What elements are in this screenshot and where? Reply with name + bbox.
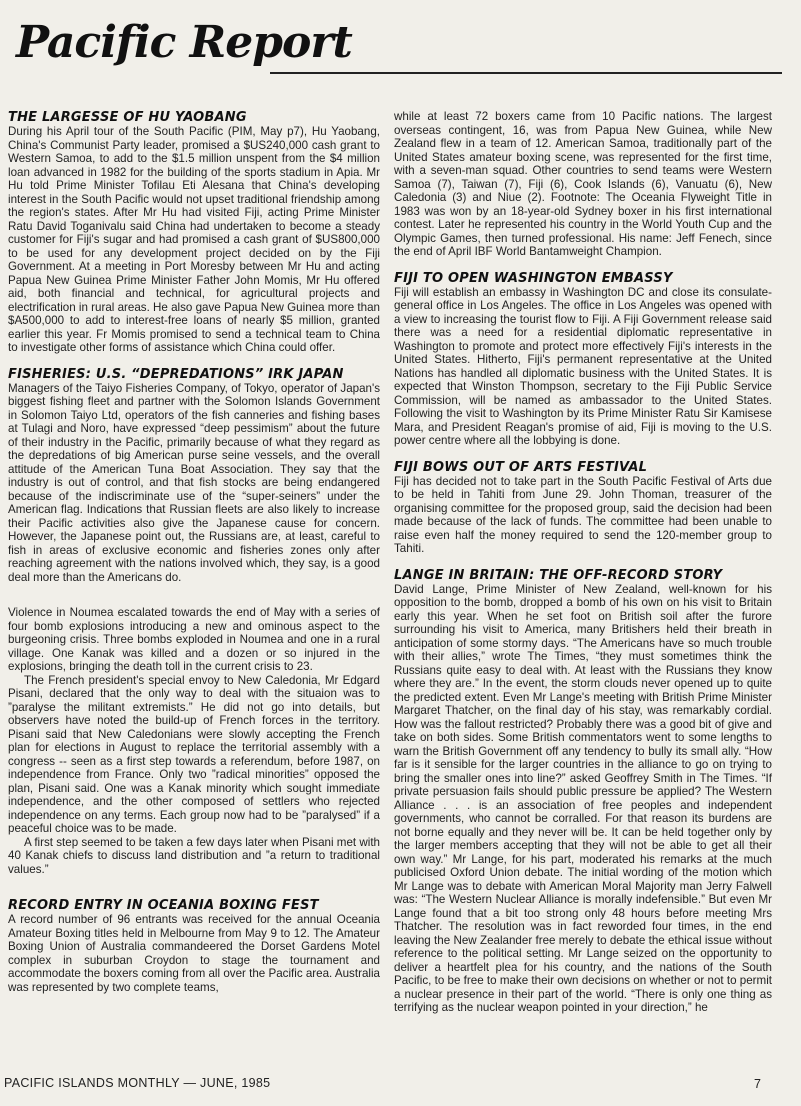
story-festival <box>394 460 772 556</box>
body-embassy: Fiji will establish an embassy in Washington DC and close its consulate-general office in Los Angeles. The office in Los Angeles was opened with a view to increasing the tourist flow to Fiji. A Fiji Government release said there was a need for a residential diplomatic representative in Washington to promote and protect more effectively Fiji's interests in the United States. Hitherto, Fiji's permanent representative at the United Nations has handled all diplomatic business with the United States. It is expected that Winston Thompson, secretary to the Fiji Public Service Commission, will be named as ambassador to the United States. Following the visit to Washington by its Prime Minister Ratu Sir Kamisese Mara, and President Reagan's promise of aid, Fiji is moving to the U.S. power centre where all the lobbying is done. <box>394 285 772 447</box>
masthead-title: Pacific Report <box>16 17 352 68</box>
footer-page-number: 7 <box>754 1077 761 1091</box>
headline-hu-yaobang: THE LARGESSE OF HU YAOBANG <box>8 110 247 125</box>
footer-publication: PACIFIC ISLANDS MONTHLY — JUNE, 1985 <box>4 1076 271 1090</box>
body-noumea-p1: Violence in Noumea escalated towards the end of May with a series of four bomb explosions introducing a new and ominous aspect to the burgeoning crisis. Three bombs exploded in Noumea and one in a rural village. One Kanak was killed and a dozen or so injured in the explosions, bringing the death toll in the current crisis to 23. <box>8 606 380 673</box>
story-boxing-continued <box>394 110 772 259</box>
right-column <box>394 110 772 1056</box>
masthead <box>12 14 772 76</box>
story-embassy <box>394 271 772 448</box>
body-boxing-continued: while at least 72 boxers came from 10 Pacific nations. The largest overseas contingent, 16, was from Papua New Guinea, while New Zealand flew in a team of 12. American Samoa, traditionally part of the United States amateur boxing scene, was represented for the first time, with a seven-man squad. Other countries to send teams were Western Samoa (7), Taiwan (7), Fiji (6), Cook Islands (6), Vanuatu (6), New Caledonia (3) and Niue (2). Footnote: The Oceania Flyweight Title in 1983 was won by an 18-year-old Sydney boxer in his first international contest. Later he represented his country in the World Youth Cup and the Olympic Games, then turned professional. His name: Jeff Fenech, since the end of April IBF World Bantamweight Champion. <box>394 110 772 258</box>
masthead-rule <box>270 72 782 74</box>
body-noumea-p3: A first step seemed to be taken a few days later when Pisani met with 40 Kanak chiefs to discuss land distribution and ”a return to traditional values.” <box>8 835 380 876</box>
body-hu-yaobang: During his April tour of the South Pacific (PIM, May p7), Hu Yaobang, China's Communist Party leader, promised a $US240,000 cash grant to Western Samoa, to add to the $1.5 million unspent from the $4 million loan advanced in 1982 for the building of the sports stadium in Apia. Mr Hu told Prime Minister Tofilau Eti Alesana that China's developing interest in the South Pacific would not upset traditional friendship among the region's states. After Mr Hu had visited Fiji, acting Prime Minister Ratu David Toganivalu said China had undertaken to become a steady customer for Fiji's sugar and had promised a cash grant of $US800,000 to be used for any development project decided on by the Fiji Government. At a meeting in Port Moresby between Mr Hu and acting Papua New Guinea Prime Minister Father John Momis, Mr Hu offered aid, both financial and technical, for agricultural projects and electrification in rural areas. He also gave Papua New Guinea more than $A500,000 to add to interest-free loans of nearly $5 million, granted earlier this year. Fr Momis promised to send a technical team to China to investigate other forms of assistance which China could offer. <box>8 125 380 354</box>
headline-fisheries: FISHERIES: U.S. “DEPREDATIONS” IRK JAPAN <box>8 366 344 382</box>
story-hu-yaobang <box>8 110 380 355</box>
headline-festival: FIJI BOWS OUT OF ARTS FESTIVAL <box>394 459 648 475</box>
body-festival: Fiji has decided not to take part in the South Pacific Festival of Arts due to be held in Tahiti from June 29. John Thoman, treasurer of the organising committee for the proposed group, said the decision had been made because of the lack of funds. The committee had been unable to raise even half the money required to send the 120-member group to Tahiti. <box>394 474 772 555</box>
left-column <box>8 110 380 1056</box>
body-lange: David Lange, Prime Minister of New Zealand, well-known for his opposition to the bomb, dropped a bomb of his own on his visit to Britain early this year. When he set foot on British soil after the furore surrounding his visit to America, many Britishers held their breath in anticipation of some stormy days. “The Americans have so much trouble with their allies,” wrote The Times, “they must sometimes think the Russians quite easy to deal with. At least with the Russians they know where they are.” In the event, the storm clouds never opened up to quite the predicted extent. Even Mr Lange's meeting with British Prime Minister Margaret Thatcher, on the final day of his stay, was remarkably cordial. How was the fallout restricted? Probably there was a good bit of give and take on both sides. Some British commentators went to some lengths to warn the British Government off any tendency to bully its small ally. “How far is it sensible for the larger countries in the alliance to go on trying to bring the smaller ones into line?” asked Geoffrey Smith in The Times. “If private persuasion fails should public pressure be applied? The Western Alliance . . . is an association of free peoples and independent governments, who cannot be corralled. For that reason its burdens are not borne equally and they never will be. It can be held together only by the larger members accepting that they will not be able to get all their own way.” Mr Lange, for his part, moderated his remarks at the much publicised Oxford Union debate. The initial wording of the motion which Mr Lange was to debate with American Moral Majority man Jerry Falwell was: “The Western Nuclear Alliance is morally indefensible.” But even Mr Lange found that a bit too strong only 48 hours before meeting Mrs Thatcher. The resolution was in fact reworded four times, in the end leaving the New Zealander free merely to debate the ethical issue without reference to the political setting. Mr Lange seized on the opportunity to deliver a heartfelt plea for his country, and the nations of the South Pacific, to be free to make their own decisions on whether or not to permit a nuclear presence in their part of the world. “There is only one thing as terrifying as the nuclear weapon pointed in your direction,” he <box>394 582 772 1014</box>
body-boxing: A record number of 96 entrants was received for the annual Oceania Amateur Boxing titles held in Melbourne from May 9 to 12. The Amateur Boxing Union of Australia commandeered the Dorset Gardens Motel complex in suburban Croydon to stage the tournament and accommodate the boxers coming from all over the Pacific area. Australia was represented by two complete teams, <box>8 913 380 994</box>
headline-lange: LANGE IN BRITAIN: THE OFF-RECORD STORY <box>394 567 723 583</box>
body-fisheries: Managers of the Taiyo Fisheries Company, of Tokyo, operator of Japan's biggest fishing fleet and partner with the Solomon Islands Government in Solomon Taiyo Ltd, operators of the fish canneries and fishing bases at Tulagi and Noro, have expressed “deep pessimism” about the future of their industry in the Pacific, primarily because of what they regard as the depredations of big American purse seine vessels, and the overall attitude of the American Tuna Boat Association. They say that the industry is out of control, and that fish stocks are being endangered because of the indiscriminate use of the “super-seiners” under the American flag. Indications that Russian fleets are also likely to increase their Pacific activities also give the Japanese cause for concern. However, the Japanese point out, the Russians are, at least, careful to fish in areas of exclusive economic and fisheries zones only after reaching agreement with the nations involved which, they say, is a good deal more than the Americans do. <box>8 381 380 584</box>
body-noumea-p2: The French president's special envoy to New Caledonia, Mr Edgard Pisani, declared that the only way to deal with the situaion was to ”paralyse the militant extremists.” He did not go into details, but observers have noted the build-up of French forces in the territory. Pisani said that New Caledonians were slowly accepting the French plan for elections in August to replace the territorial assembly with a congress -- seen as a first step towards a referendum, before 1987, on independence from France. Only two ”radical minorities” opposed the plan, Pisani said. One was a Kanak minority which sought immediate independence, and the other composed of settlers who rejected independence on any terms. Each group now had to be ”paralysed” if a peaceful choice was to be made. <box>8 673 380 835</box>
story-lange <box>394 568 772 1015</box>
headline-boxing: RECORD ENTRY IN OCEANIA BOXING FEST <box>8 898 319 913</box>
story-noumea <box>8 606 380 876</box>
headline-embassy: FIJI TO OPEN WASHINGTON EMBASSY <box>394 270 673 286</box>
story-fisheries <box>8 367 380 585</box>
story-boxing <box>8 898 380 994</box>
